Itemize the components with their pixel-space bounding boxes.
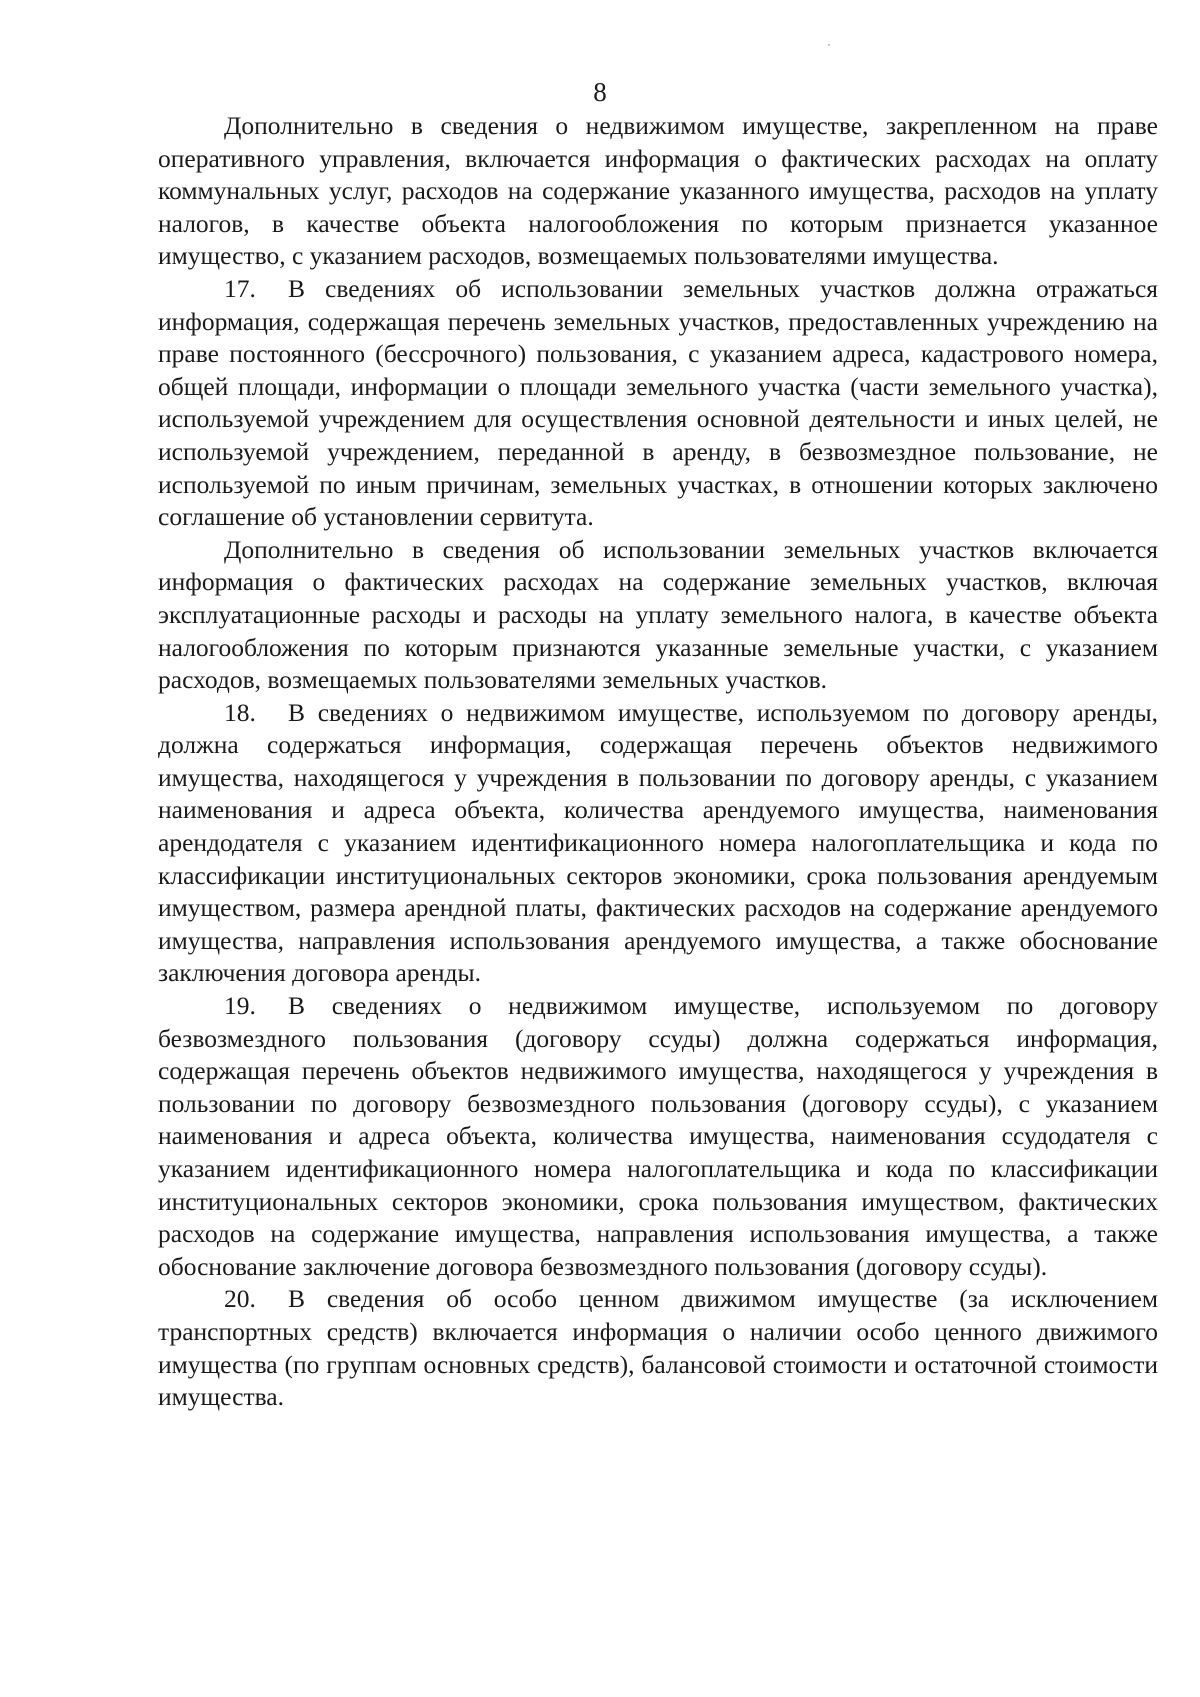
paragraph-number: 20. xyxy=(224,1284,256,1314)
paragraph-item-20 xyxy=(158,1283,1158,1413)
paragraph-text: В сведениях о недвижимом имуществе, используемом по договору безвозмездного пользования (договору ссуды) должна содержаться информация, содержащая перечень объектов недвижимого имущества, находящегося у учреждения в пользовании по договору безвозмездного пользования (договору ссуды), с указанием наименования и адреса объекта, количества имущества, наименования ссудодателя с указанием идентификационного номера налогоплательщика и кода по классификации институциональных секторов экономики, срока пользования имуществом, фактических расходов на содержание имущества, направления использования имущества, а также обоснование заключение договора безвозмездного пользования (договору ссуды). xyxy=(158,991,1158,1281)
paragraph-text: В сведениях о недвижимом имуществе, используемом по договору аренды, должна содержаться информация, содержащая перечень объектов недвижимого имущества, находящегося у учреждения в пользовании по договору аренды, с указанием наименования и адреса объекта, количества арендуемого имущества, наименования арендодателя с указанием идентификационного номера налогоплательщика и кода по классификации институциональных секторов экономики, срока пользования арендуемым имуществом, размера арендной платы, фактических расходов на содержание арендуемого имущества, направления использования арендуемого имущества, а также обоснование заключения договора аренды. xyxy=(158,697,1158,988)
document-body xyxy=(158,110,1158,1414)
paragraph xyxy=(158,110,1158,273)
paragraph xyxy=(158,534,1158,697)
paragraph-text: Дополнительно в сведения о недвижимом имуществе, закрепленном на праве оперативного управления, включается информация о фактических расходах на оплату коммунальных услуг, расходов на содержание указанного имущества, расходов на уплату налогов, в качестве объекта налогообложения по которым признается указанное имущество, с указанием расходов, возмещаемых пользователями имущества. xyxy=(158,111,1158,271)
paragraph-text: В сведения об особо ценном движимом имуществе (за исключением транспортных средств) включается информация о наличии особо ценного движимого имущества (по группам основных средств), балансовой стоимости и остаточной стоимости имущества. xyxy=(158,1284,1158,1412)
paragraph-item-17 xyxy=(158,273,1158,534)
paragraph-number: 17. xyxy=(224,273,256,303)
paragraph-item-19 xyxy=(158,990,1158,1283)
paragraph-number: 18. xyxy=(224,697,256,727)
paragraph-number: 19. xyxy=(224,991,256,1021)
paragraph-text: Дополнительно в сведения об использовании земельных участков включается информация о фактических расходах на содержание земельных участков, включая эксплуатационные расходы и расходы на уплату земельного налога, в качестве объекта налогообложения по которым признаются указанные земельные участки, с указанием расходов, возмещаемых пользователями земельных участков. xyxy=(158,534,1158,695)
page-number: 8 xyxy=(593,77,607,107)
paragraph-item-18 xyxy=(158,697,1158,990)
paragraph-text: В сведениях об использовании земельных участков должна отражаться информация, содержащая перечень земельных участков, предоставленных учреждению на праве постоянного (бессрочного) пользования, с указанием адреса, кадастрового номера, общей площади, информации о площади земельного участка (части земельного участка), используемой учреждением для осуществления основной деятельности и иных целей, не используемой учреждением, переданной в аренду, в безвозмездное пользование, не используемой по иным причинам, земельных участках, в отношении которых заключено соглашение об установлении сервитута. xyxy=(158,273,1158,532)
scan-speck xyxy=(828,44,830,46)
